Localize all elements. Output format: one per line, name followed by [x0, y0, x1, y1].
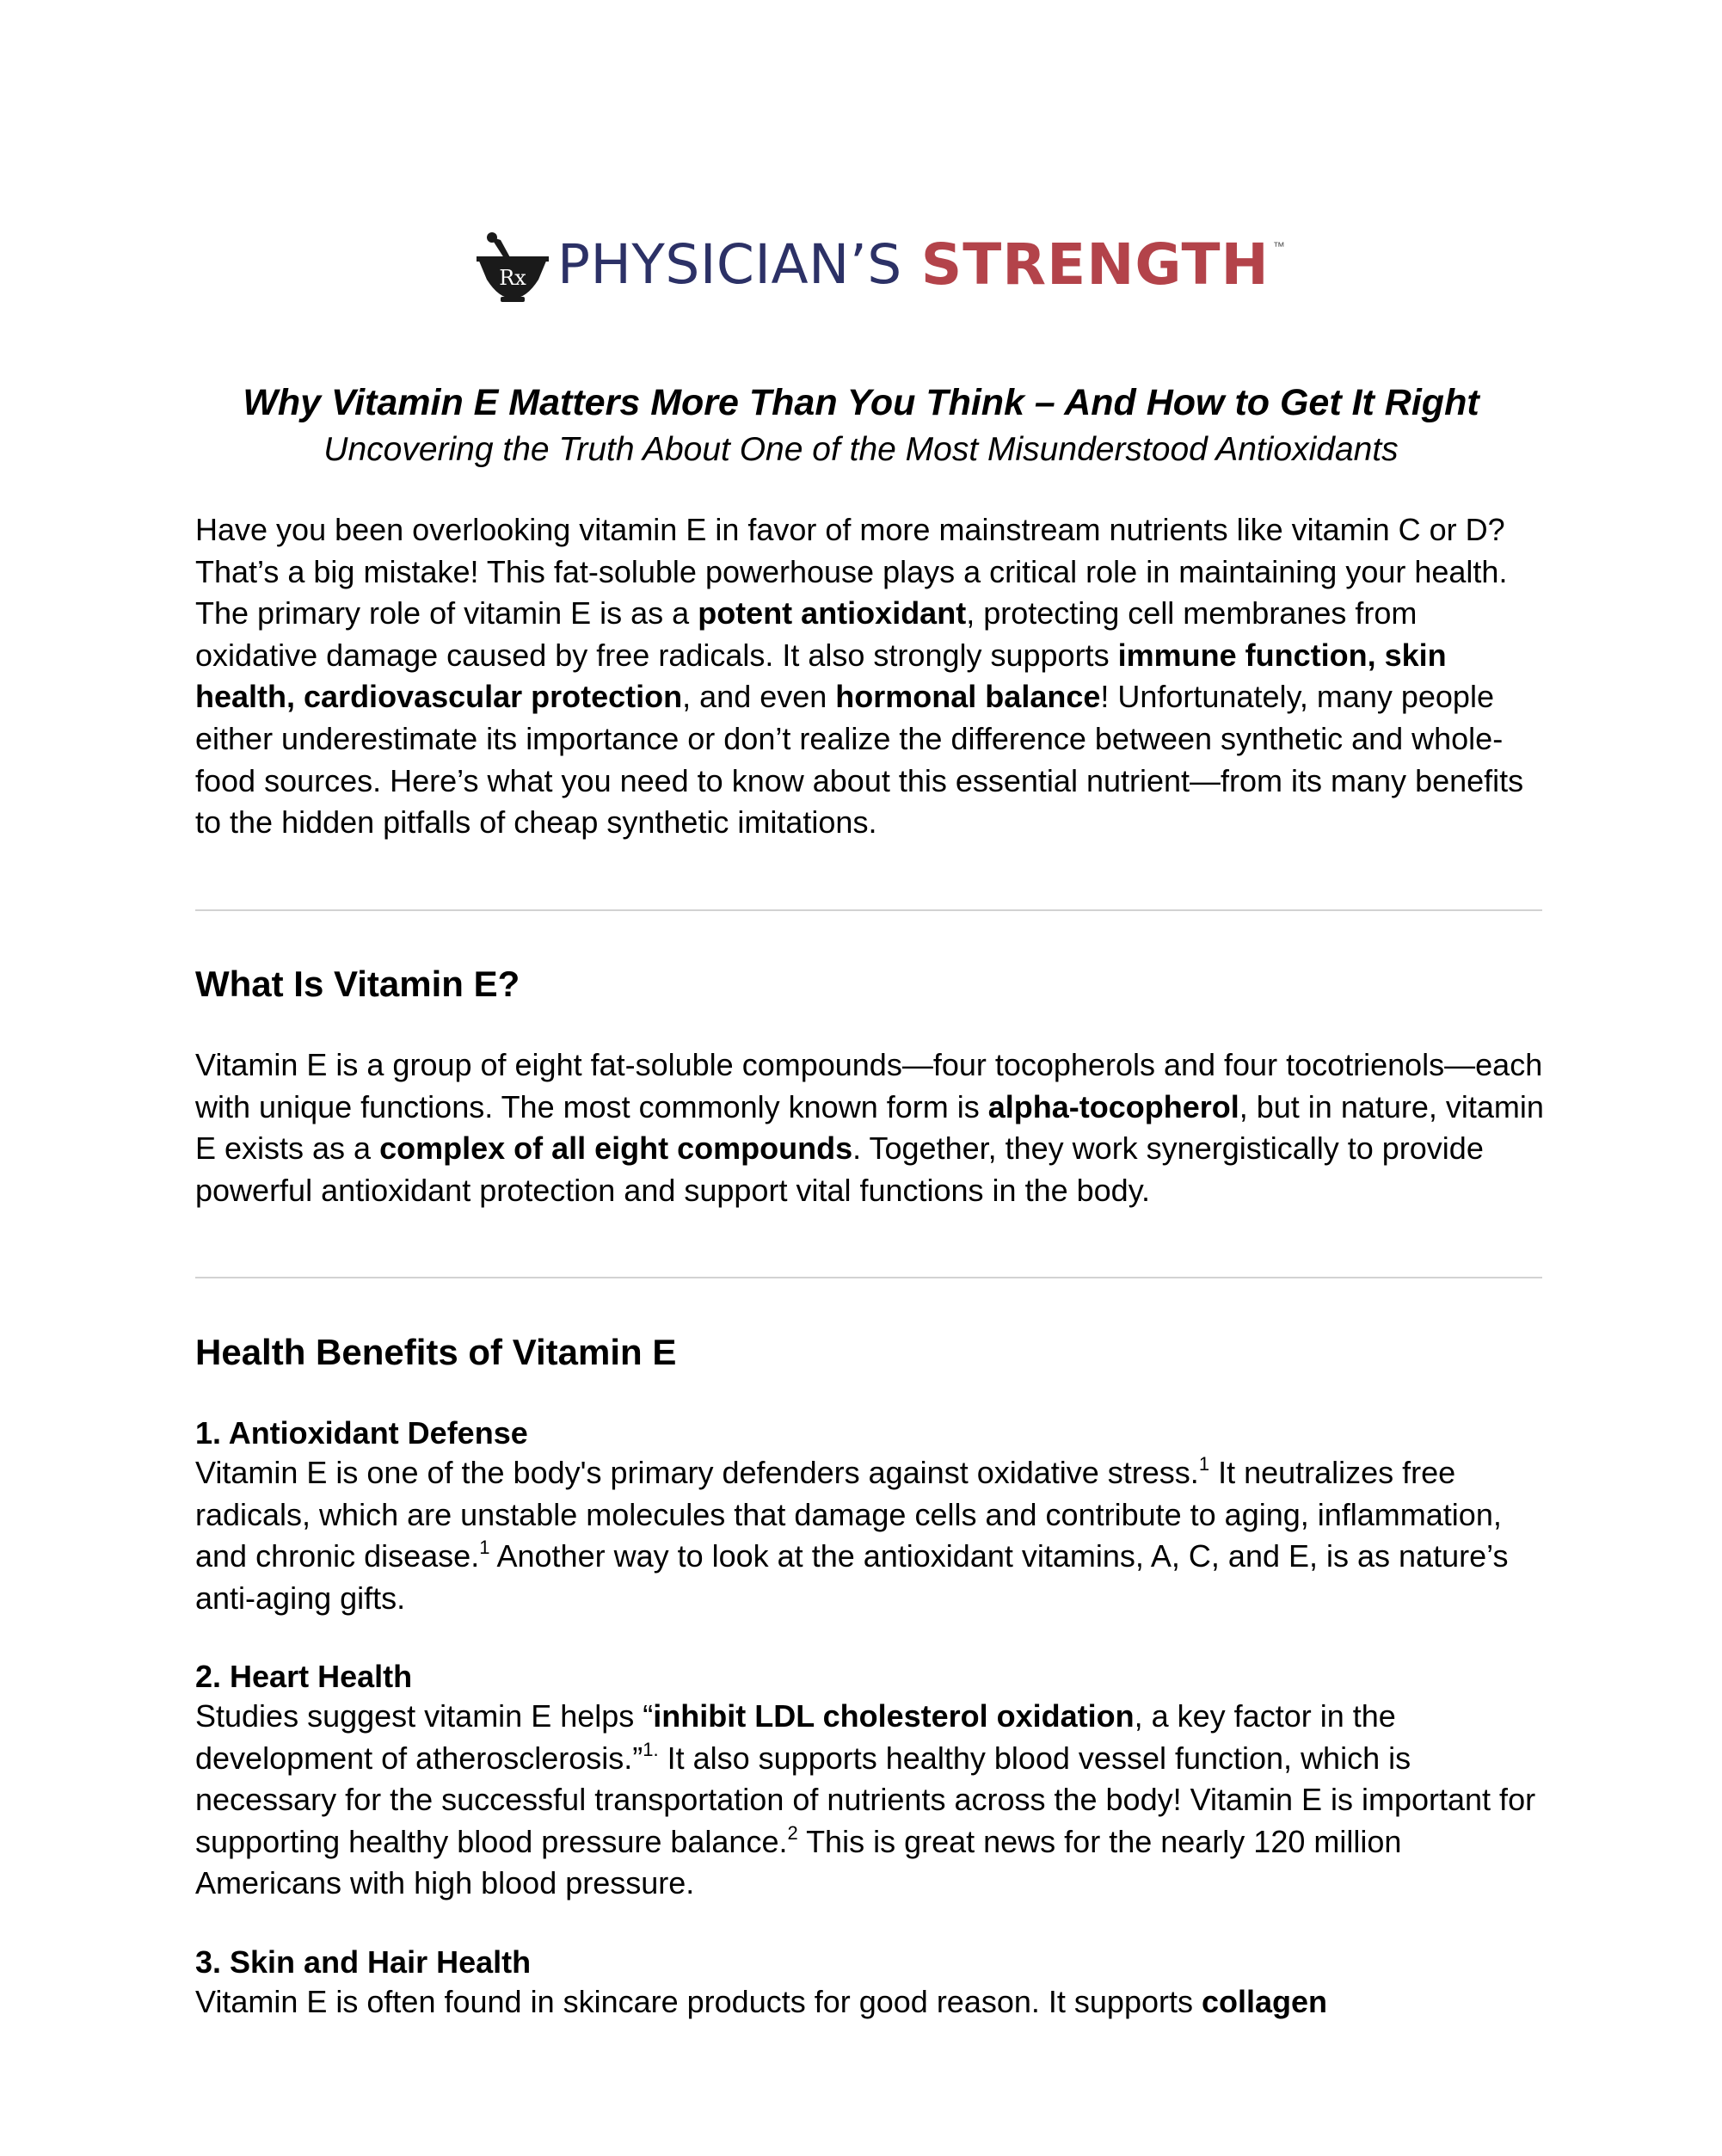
section-divider — [195, 1277, 1542, 1278]
section-divider — [195, 909, 1542, 911]
bold-collagen: collagen — [1201, 1984, 1328, 2019]
section-heading-what-is-vitamin-e: What Is Vitamin E? — [195, 964, 520, 1004]
article-title: Why Vitamin E Matters More Than You Think – And How to Get It Right — [243, 382, 1479, 423]
subheading-heart-health: 2. Heart Health — [195, 1659, 413, 1694]
article-subtitle: Uncovering the Truth About One of the Most Misunderstood Antioxidants — [323, 431, 1399, 468]
what-is-paragraph: Vitamin E is a group of eight fat-soluble compounds—four tocopherols and four tocotrienols—each with unique functions. The most commonly known form is alpha-tocopherol, but in nature, vitamin E exists as a complex of all eight compounds. Together, they work synergistically to provide powerful antioxidant protection and support vital functions in the body. — [195, 1047, 1544, 1208]
svg-text:Rx: Rx — [499, 266, 526, 290]
footnote-ref: 1 — [1198, 1453, 1210, 1475]
logo-trademark: ™ — [1272, 239, 1285, 253]
skin-hair-paragraph: Vitamin E is often found in skincare products for good reason. It supports collagen — [195, 1984, 1328, 2019]
intro-paragraph: Have you been overlooking vitamin E in favor of more mainstream nutrients like vitamin C or D? That’s a big mistake! This fat-soluble powerhouse plays a critical role in maintaining your health. The primary role of vitamin E is as a potent antioxidant, protecting cell membranes from oxidative damage caused by free radicals. It also strongly supports immune function, skin health, cardiovascular protection, and even hormonal balance! Unfortunately, many people either underestimate its importance or don’t realize the difference between synthetic and whole-food sources. Here’s what you need to know about this essential nutrient—from its many benefits to the hidden pitfalls of cheap synthetic imitations. — [195, 512, 1524, 841]
heart-health-paragraph: Studies suggest vitamin E helps “inhibit LDL cholesterol oxidation, a key factor in the development of atherosclerosis.”$^{1.}$ It also supports healthy blood vessel function, which is necessary for the successful transportation of nutrients across the body! Vitamin E is important for supporting healthy blood pressure balance.$^2$ This is great news for the nearly 120 million Americans with high blood pressure. — [195, 1698, 1536, 1901]
bold-alpha-tocopherol: alpha-tocopherol — [987, 1088, 1239, 1124]
physicians-strength-logo — [475, 225, 1285, 303]
footnote-ref: 1 — [479, 1537, 490, 1559]
logo-word-strength: STRENGTH — [920, 231, 1270, 298]
footnote-ref: 1. — [643, 1738, 659, 1760]
footnote-ref: 2 — [787, 1821, 798, 1844]
bold-inhibit-ldl: inhibit LDL cholesterol oxidation — [653, 1698, 1135, 1734]
logo-word-physicians: PHYSICIAN’S — [557, 232, 902, 296]
bold-complex-of-compounds: complex of all eight compounds — [379, 1130, 853, 1167]
section-heading-health-benefits: Health Benefits of Vitamin E — [195, 1332, 677, 1372]
subheading-antioxidant-defense: 1. Antioxidant Defense — [195, 1415, 528, 1451]
subheading-skin-hair-health: 3. Skin and Hair Health — [195, 1944, 532, 1980]
bold-hormonal-balance: hormonal balance — [835, 679, 1101, 715]
mortar-and-pestle-rx-icon — [475, 228, 550, 304]
bold-immune-skin-cardio: immune function, skin health, cardiovascular protection — [195, 637, 1447, 715]
antioxidant-paragraph: Vitamin E is one of the body's primary defenders against oxidative stress.$^1$ It neutralizes free radicals, which are unstable molecules that damage cells and contribute to aging, inflammation, and chronic disease.$^1$ Another way to look at the antioxidant vitamins, A, C, and E, is as nature’s anti-aging gifts. — [195, 1453, 1509, 1616]
bold-potent-antioxidant: potent antioxidant — [698, 595, 967, 631]
